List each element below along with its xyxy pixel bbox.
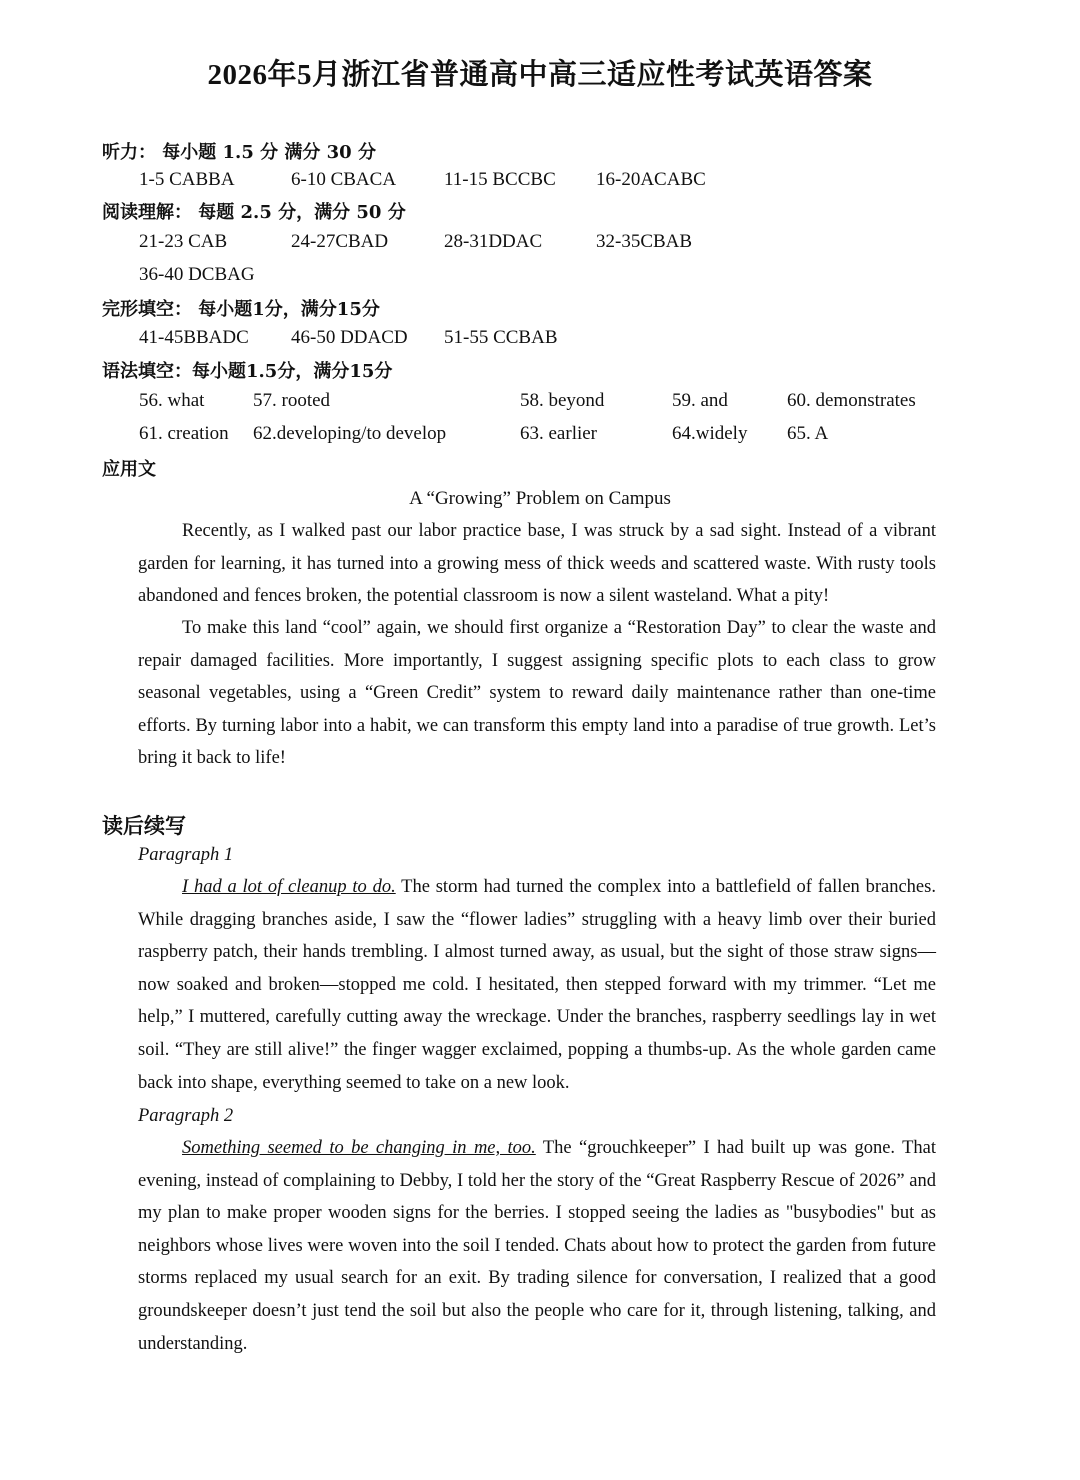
grammar-heading: 语法填空：每小题1.5分，满分15分 — [102, 361, 393, 382]
continuation-paragraph-2 — [138, 1132, 936, 1360]
answer-group: 24-27CBAD — [291, 231, 389, 252]
reading-heading: 阅读理解： 每题 2.5 分，满分 50 分 — [102, 202, 406, 223]
reading-answers-row-2 — [0, 264, 1080, 290]
answer-group: 46-50 DDACD — [291, 327, 408, 348]
application-heading: 应用文 — [102, 459, 156, 480]
grammar-answers-row-1 — [0, 390, 1080, 416]
answer-item: 61. creation — [139, 423, 229, 444]
answer-group: 41-45BBADC — [139, 327, 249, 348]
cloze-answers — [0, 327, 1080, 353]
essay-paragraph-1: Recently, as I walked past our labor practice base, I was struck by a sad sight. Instead of a vibrant garden for learning, it has turned into a growing mess of thick weeds and scattered waste. With rusty tools abandoned and fences broken, the potential classroom is now a silent wasteland. What a pity! — [138, 521, 936, 607]
paragraph-2-starter: Something seemed to be changing in me, too. — [182, 1138, 536, 1158]
answer-item: 58. beyond — [520, 390, 605, 411]
answer-group: 36-40 DCBAG — [139, 264, 255, 285]
answer-group: 16-20ACABC — [596, 169, 706, 190]
answer-group: 28-31DDAC — [444, 231, 543, 252]
paragraph-2-label: Paragraph 2 — [138, 1106, 234, 1126]
listening-answers — [0, 169, 1080, 195]
continuation-paragraph-1 — [138, 871, 936, 1099]
essay-paragraph-2: To make this land “cool” again, we should first organize a “Restoration Day” to clear the waste and repair damaged facilities. More importantly, I suggest assigning specific plots to each class to grow seasonal vegetables, using a “Green Credit” system to reward daily maintenance rather than one-time efforts. By turning labor into a habit, we can transform this empty land into a paradise of true growth. Let’s bring it back to life! — [138, 618, 936, 769]
paragraph-1-label: Paragraph 1 — [138, 845, 234, 865]
reading-answers-row-1 — [0, 231, 1080, 257]
page-title: 2026年5月浙江省普通高中高三适应性考试英语答案 — [207, 59, 873, 91]
answer-item: 56. what — [139, 390, 205, 411]
answer-item: 62.developing/to develop — [253, 423, 447, 444]
answer-item: 65. A — [787, 423, 829, 444]
answer-item: 60. demonstrates — [787, 390, 916, 411]
answer-item: 63. earlier — [520, 423, 598, 444]
answer-item: 59. and — [672, 390, 728, 411]
answer-item: 57. rooted — [253, 390, 331, 411]
answer-group: 21-23 CAB — [139, 231, 228, 252]
essay-title: A “Growing” Problem on Campus — [409, 488, 671, 509]
answer-group: 1-5 CABBA — [139, 169, 235, 190]
paragraph-1-body: The storm had turned the complex into a battlefield of fallen branches. While dragging branches aside, I saw the “flower ladies” struggling with a heavy limb over their buried raspberry patch, their hands trembling. I almost turned away, as usual, but the sight of those straw signs—now soaked and broken—stopped me cold. I hesitated, then stepped forward with my trimmer. “Let me help,” I muttered, carefully cutting away the wreckage. Under the branches, raspberry seedlings lay in wet soil. “They are still alive!” the finger wagger exclaimed, popping a thumbs-up. As the whole garden came back into shape, everything seemed to take on a new look. — [138, 877, 936, 1093]
paragraph-1-starter: I had a lot of cleanup to do. — [182, 877, 396, 897]
answer-group: 32-35CBAB — [596, 231, 693, 252]
listening-heading: 听力： 每小题 1.5 分 满分 30 分 — [102, 142, 376, 163]
answer-group: 6-10 CBACA — [291, 169, 397, 190]
continuation-heading: 读后续写 — [102, 813, 186, 838]
answer-group: 51-55 CCBAB — [444, 327, 558, 348]
answer-group: 11-15 BCCBC — [444, 169, 556, 190]
answer-item: 64.widely — [672, 423, 748, 444]
paragraph-2-body: The “grouchkeeper” I had built up was gone. That evening, instead of complaining to Debby, I told her the story of the “Great Raspberry Rescue of 2026” and my plan to make proper wooden signs for the berries. I stopped seeing the ladies as "busybodies" but as neighbors whose lives were woven into the soil I tended. Chats about how to protect the garden from future storms replaced my usual search for an exit. By trading silence for conversation, I realized that a good groundskeeper doesn’t just tend the soil but also the people who care for it, through listening, talking, and understanding. — [138, 1138, 936, 1354]
cloze-heading: 完形填空： 每小题1分，满分15分 — [102, 299, 380, 320]
grammar-answers-row-2 — [0, 423, 1080, 449]
